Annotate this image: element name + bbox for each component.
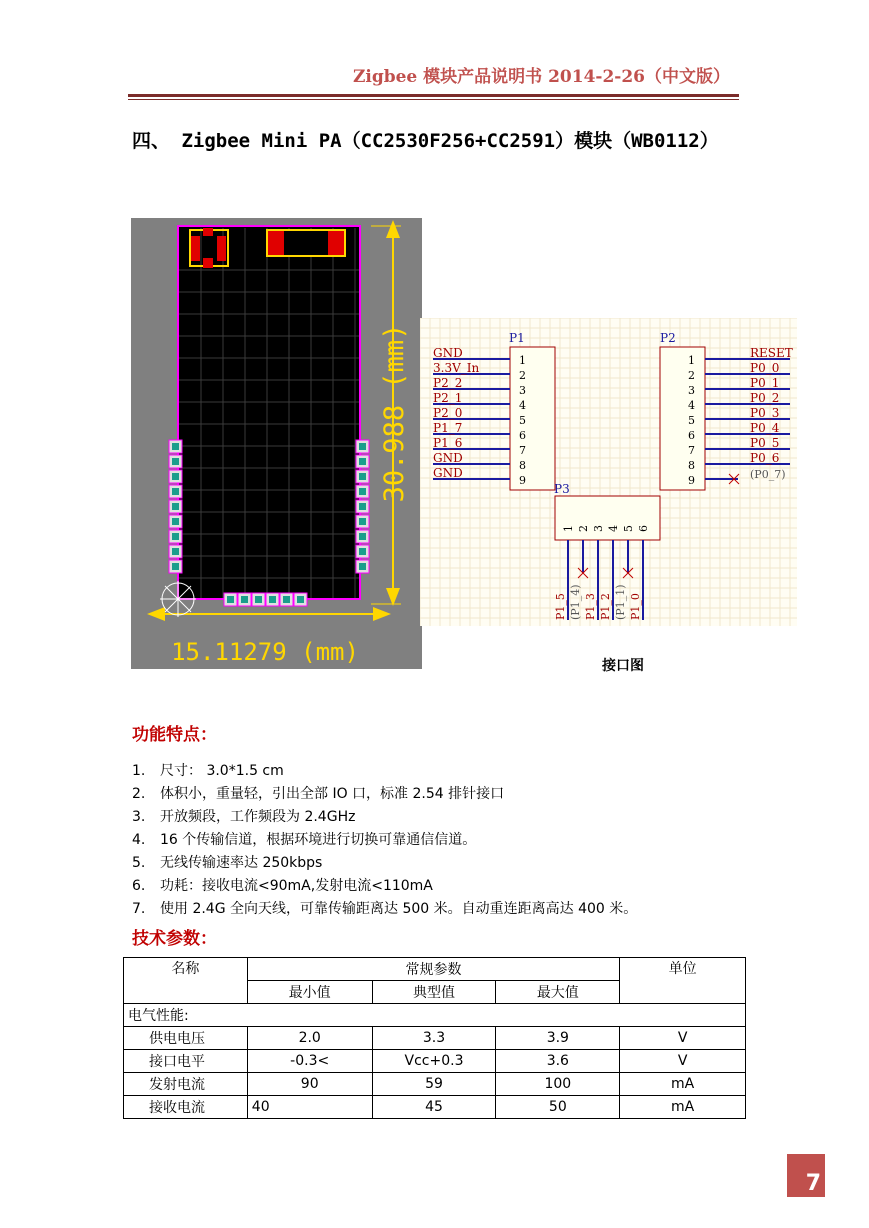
row-typ: 59: [372, 1073, 496, 1096]
feature-number: 2.: [132, 786, 146, 802]
pcb-pad: [268, 231, 284, 255]
pcb-pad: [328, 231, 344, 255]
p1-pin-label: P2_1: [433, 391, 463, 405]
pcb-pin-hole: [359, 473, 366, 480]
pcb-pin-hole: [359, 548, 366, 555]
pcb-pin-hole: [359, 533, 366, 540]
row-min: -0.3<: [247, 1050, 372, 1073]
p1-pin-label: P2_0: [433, 406, 463, 420]
col-header-params: 常规参数: [247, 958, 619, 981]
table-row: [124, 1073, 746, 1096]
pcb-pad: [191, 236, 200, 261]
row-unit: V: [620, 1050, 746, 1073]
p2-pin-number: 6: [688, 429, 695, 442]
p1-pin-label: P2_2: [433, 376, 463, 390]
row-max: 3.6: [496, 1050, 620, 1073]
table-row: [124, 1027, 746, 1050]
p3-pin-label: P1_2: [599, 593, 612, 620]
p1-pin-label: GND: [433, 451, 463, 465]
row-unit: mA: [620, 1073, 746, 1096]
p1-pin-label: 3.3V_In: [433, 361, 480, 375]
col-header-name: 名称: [124, 958, 248, 1004]
p3-pin-label: P1_0: [629, 593, 642, 620]
interface-schematic: [420, 318, 797, 626]
p1-pin-label: P1_7: [433, 421, 463, 435]
p1-pin-number: 6: [519, 429, 526, 442]
connector-p2: [660, 347, 705, 490]
feature-item: [132, 760, 637, 783]
table-row: [124, 1096, 746, 1119]
col-header-min: 最小值: [247, 981, 372, 1004]
p3-pin-number: 5: [622, 525, 635, 532]
p2-pin-number: 2: [688, 369, 695, 382]
feature-number: 3.: [132, 809, 146, 825]
connector-p3: [555, 496, 660, 540]
p1-pin-number: 3: [519, 384, 526, 397]
pcb-pin-hole: [359, 488, 366, 495]
p1-pin-number: 7: [519, 444, 526, 457]
p2-pin-label: P0_6: [750, 451, 780, 465]
row-max: 3.9: [496, 1027, 620, 1050]
pcb-pin-hole: [172, 473, 179, 480]
feature-text: 开放频段，工作频段为 2.4GHz: [160, 809, 356, 825]
features-list: [132, 760, 637, 921]
features-heading: 功能特点：: [132, 725, 217, 745]
pcb-pin-hole: [269, 596, 276, 603]
feature-text: 体积小，重量轻，引出全部 IO 口，标准 2.54 排针接口: [160, 786, 505, 802]
page-header: Zigbee 模块产品说明书 2014-2-26（中文版）: [352, 67, 730, 87]
p3-pin-number: 2: [577, 525, 590, 532]
p3-pin-number: 3: [592, 525, 605, 532]
p2-pin-label: P0_1: [750, 376, 780, 390]
pcb-pin-hole: [359, 518, 366, 525]
row-min: 2.0: [247, 1027, 372, 1050]
feature-number: 5.: [132, 855, 146, 871]
feature-text: 功耗：接收电流<90mA,发射电流<110mA: [160, 878, 433, 894]
row-max: 50: [496, 1096, 620, 1119]
p2-pin-label: P0_2: [750, 391, 780, 405]
col-header-unit: 单位: [620, 958, 746, 1004]
table-row: [124, 1050, 746, 1073]
p2-pin-label: P0_5: [750, 436, 780, 450]
pcb-pin-hole: [359, 458, 366, 465]
feature-number: 1.: [132, 763, 146, 779]
p3-pin-number: 6: [637, 525, 650, 532]
pcb-pin-hole: [172, 488, 179, 495]
p1-pin-label: GND: [433, 466, 463, 480]
p2-pin-label: P0_0: [750, 361, 780, 375]
p1-pin-label: P1_6: [433, 436, 463, 450]
pcb-pad: [203, 228, 213, 236]
tech-heading: 技术参数：: [132, 929, 217, 949]
pcb-pin-hole: [172, 548, 179, 555]
p2-pin-number: 3: [688, 384, 695, 397]
feature-item: [132, 829, 637, 852]
feature-text: 16 个传输信道，根据环境进行切换可靠通信信道。: [160, 832, 477, 848]
feature-number: 6.: [132, 878, 146, 894]
p1-pin-label: GND: [433, 346, 463, 360]
section-number: 四、: [132, 130, 171, 152]
p3-pin-label: (P1_4): [569, 584, 582, 620]
pcb-pin-hole: [241, 596, 248, 603]
pcb-pin-hole: [359, 443, 366, 450]
group-row: 电气性能:: [124, 1004, 746, 1027]
pcb-dim-horizontal: 15.11279 (mm): [171, 638, 359, 666]
p2-pin-number: 8: [688, 459, 695, 472]
row-name: 发射电流: [124, 1073, 248, 1096]
pcb-pin-hole: [172, 443, 179, 450]
p2-label: P2: [660, 331, 676, 345]
feature-item: [132, 852, 637, 875]
pcb-pad: [217, 236, 226, 261]
row-name: 供电电压: [124, 1027, 248, 1050]
feature-text: 尺寸： 3.0*1.5 cm: [160, 763, 284, 779]
spec-table: [123, 957, 746, 1119]
p2-pin-number: 9: [688, 474, 695, 487]
feature-number: 7.: [132, 901, 146, 917]
feature-item: [132, 898, 637, 921]
p2-pin-number: 7: [688, 444, 695, 457]
p2-pin-label: P0_3: [750, 406, 780, 420]
p1-pin-number: 5: [519, 414, 526, 427]
section-title: [132, 126, 719, 153]
pcb-pin-hole: [227, 596, 234, 603]
p1-pin-number: 4: [519, 399, 526, 412]
p1-label: P1: [509, 331, 525, 345]
row-typ: 45: [372, 1096, 496, 1119]
pcb-pin-hole: [359, 503, 366, 510]
p2-pin-label: (P0_7): [750, 468, 786, 481]
p1-pin-number: 2: [519, 369, 526, 382]
pcb-pin-hole: [172, 563, 179, 570]
pcb-pin-hole: [359, 563, 366, 570]
p3-pin-number: 1: [562, 525, 575, 532]
p3-pin-label: (P1_1): [614, 584, 627, 620]
pcb-pin-hole: [172, 518, 179, 525]
col-header-typ: 典型值: [372, 981, 496, 1004]
feature-number: 4.: [132, 832, 146, 848]
figure-caption: 接口图: [602, 658, 644, 674]
feature-item: [132, 875, 637, 898]
p2-pin-number: 1: [688, 354, 695, 367]
pcb-pin-hole: [297, 596, 304, 603]
feature-item: [132, 783, 637, 806]
pcb-pin-hole: [172, 458, 179, 465]
p2-pin-label: P0_4: [750, 421, 780, 435]
p1-pin-number: 8: [519, 459, 526, 472]
row-unit: mA: [620, 1096, 746, 1119]
row-name: 接收电流: [124, 1096, 248, 1119]
row-name: 接口电平: [124, 1050, 248, 1073]
pcb-component-body: [286, 231, 326, 255]
section-title-text: Zigbee Mini PA（CC2530F256+CC2591）模块（WB0112）: [181, 130, 719, 152]
p3-pin-number: 4: [607, 525, 620, 532]
p2-pin-number: 4: [688, 399, 695, 412]
row-min: 90: [247, 1073, 372, 1096]
row-max: 100: [496, 1073, 620, 1096]
pcb-layout-image: [131, 218, 422, 669]
col-header-max: 最大值: [496, 981, 620, 1004]
pcb-dim-vertical: 30.988 (mm): [379, 323, 410, 503]
p3-label: P3: [554, 482, 570, 496]
p1-pin-number: 1: [519, 354, 526, 367]
p1-pin-number: 9: [519, 474, 526, 487]
page-number-rule: [787, 1196, 825, 1197]
page-number: 7: [805, 1171, 821, 1196]
page-number-box: [787, 1154, 825, 1196]
feature-item: [132, 806, 637, 829]
row-min: 40: [247, 1096, 372, 1119]
pcb-pin-hole: [283, 596, 290, 603]
row-typ: Vcc+0.3: [372, 1050, 496, 1073]
header-rule-thin: [128, 99, 739, 100]
pcb-pin-hole: [255, 596, 262, 603]
p3-pin-label: P1_3: [584, 593, 597, 620]
p2-pin-label: RESET: [750, 346, 793, 360]
pcb-pin-hole: [172, 533, 179, 540]
header-rule-thick: [128, 94, 739, 97]
pcb-pad: [203, 258, 213, 268]
row-typ: 3.3: [372, 1027, 496, 1050]
row-unit: V: [620, 1027, 746, 1050]
feature-text: 无线传输速率达 250kbps: [160, 855, 323, 871]
p2-pin-number: 5: [688, 414, 695, 427]
feature-text: 使用 2.4G 全向天线，可靠传输距离达 500 米。自动重连距离高达 400 米。: [160, 901, 638, 917]
connector-p1: [510, 347, 555, 490]
pcb-pin-hole: [172, 503, 179, 510]
p3-pin-label: P1_5: [554, 593, 567, 620]
